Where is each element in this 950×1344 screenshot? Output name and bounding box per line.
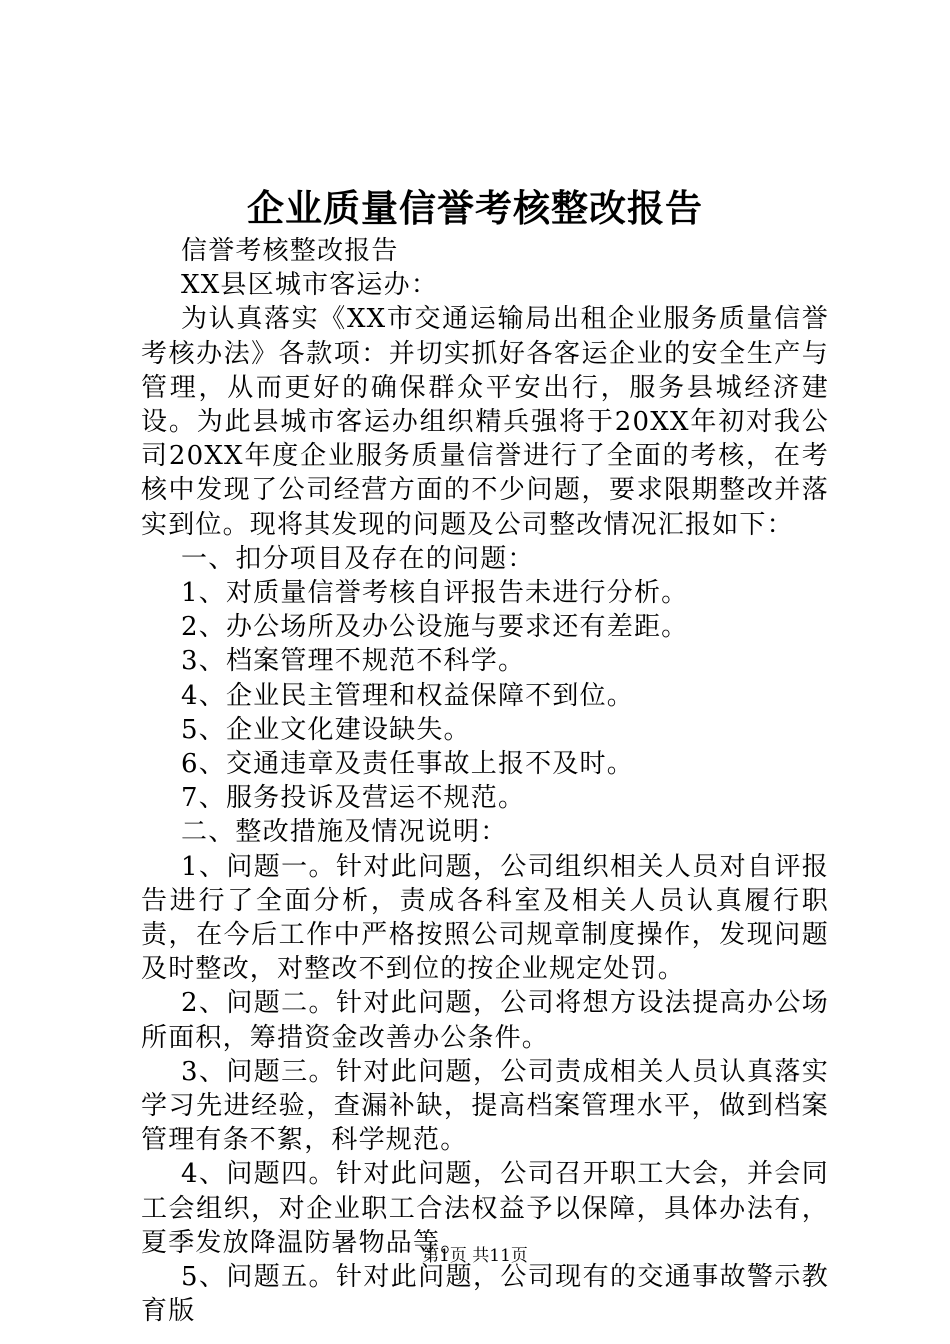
page-footer: 第1页 共11页 — [422, 1246, 528, 1266]
paragraph: 一、扣分项目及存在的问题： — [181, 543, 535, 574]
paragraph: 2、问题二。针对此问题，公司将想方设法提高办公场所面积，筹措资金改善办公条件。 — [141, 988, 829, 1053]
document-title: 企业质量信誉考核整改报告 — [247, 186, 703, 230]
paragraph: 2、办公场所及办公设施与要求还有差距。 — [181, 612, 689, 643]
paragraph: 1、对质量信誉考核自评报告未进行分析。 — [181, 578, 689, 609]
paragraph: XX县区城市客运办： — [181, 270, 439, 301]
paragraph: 3、问题三。针对此问题，公司责成相关人员认真落实学习先进经验，查漏补缺，提高档案管理水平，做到档案管理有条不絮，科学规范。 — [141, 1056, 829, 1156]
paragraph: 4、企业民主管理和权益保障不到位。 — [181, 680, 634, 711]
paragraph: 4、问题四。针对此问题，公司召开职工大会，并会同工会组织，对企业职工合法权益予以保障，具体办法有，夏季发放降温防暑物品等。 — [141, 1159, 829, 1258]
paragraph: 3、档案管理不规范不科学。 — [181, 646, 526, 677]
paragraph: 7、服务投诉及营运不规范。 — [181, 783, 526, 814]
paragraph: 二、整改措施及情况说明： — [181, 817, 508, 848]
paragraph: 1、问题一。针对此问题，公司组织相关人员对自评报告进行了全面分析，责成各科室及相关人员认真履行职责，在今后工作中严格按照公司规章制度操作，发现问题及时整改，对整改不到位的按企业规定处罚。 — [141, 851, 829, 985]
paragraph: 5、问题五。针对此问题，公司现有的交通事故警示教育版 — [141, 1262, 829, 1327]
paragraph: 5、企业文化建设缺失。 — [181, 714, 471, 745]
paragraph: 为认真落实《XX市交通运输局出租企业服务质量信誉考核办法》各款项：并切实抓好各客运企业的安全生产与管理，从而更好的确保群众平安出行，服务县城经济建设。为此县城市客运办组织精兵强将于20XX年初对我公司20XX年度企业服务质量信誉进行了全面的考核，在考核中发现了公司经营方面的不少问题，要求限期整改并落实到位。现将其发现的问题及公司整改情况汇报如下： — [141, 304, 829, 540]
paragraph: 6、交通违章及责任事故上报不及时。 — [181, 749, 634, 780]
paragraph: 信誉考核整改报告 — [181, 236, 399, 266]
document-body — [141, 234, 829, 1329]
